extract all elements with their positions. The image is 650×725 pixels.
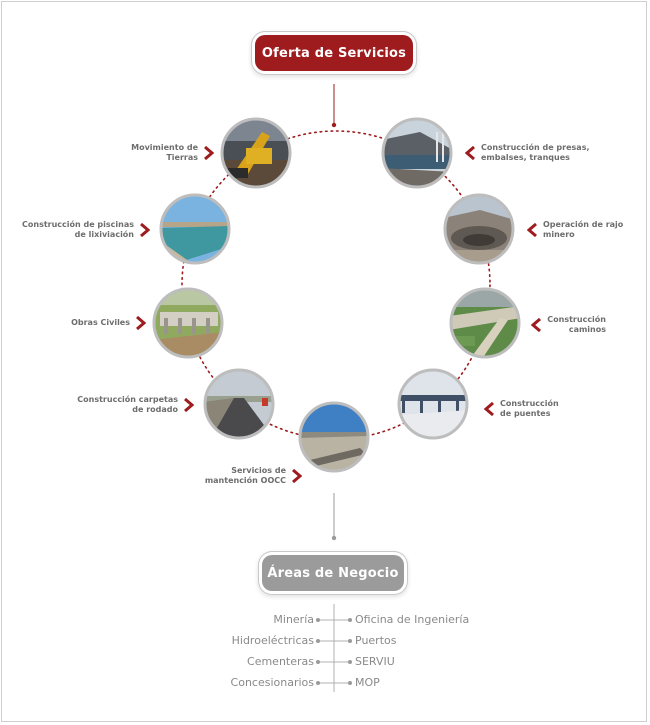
service-label-maintenance: Servicios de mantención OOCC xyxy=(204,466,286,485)
service-thumb-leach-pond xyxy=(159,193,231,265)
bullet-dot xyxy=(316,660,320,664)
services-title: Oferta de Servicios xyxy=(261,45,407,61)
bullet-dot xyxy=(316,681,320,685)
business-area-left: Hidroeléctricas xyxy=(231,634,314,647)
business-area-right: Oficina de Ingeniería xyxy=(355,613,470,626)
service-thumb-paved-road xyxy=(203,368,275,440)
service-label-open-pit: Operación de rajo minero xyxy=(543,220,624,239)
business-area-left: Concesionarios xyxy=(230,676,314,689)
service-thumb-civil-works xyxy=(152,287,224,359)
service-thumb-dam xyxy=(381,117,453,189)
business-connector-dot xyxy=(332,536,336,540)
business-area-right: Puertos xyxy=(355,634,397,647)
business-area-right: SERVIU xyxy=(355,655,395,668)
chevron-right-icon xyxy=(136,316,146,330)
service-thumb-excavator xyxy=(220,117,292,190)
service-label-earthworks: Movimiento de Tierras xyxy=(131,143,198,162)
service-label-civil-works: Obras Civiles xyxy=(71,318,130,327)
business-tree xyxy=(318,604,350,692)
business-area-right: MOP xyxy=(355,676,380,689)
service-thumb-maintenance xyxy=(298,401,370,473)
service-thumb-road-aerial xyxy=(449,287,521,359)
chevron-right-icon xyxy=(204,146,214,160)
bullet-dot xyxy=(348,660,352,664)
bullet-dot xyxy=(348,618,352,622)
bullet-dot xyxy=(348,639,352,643)
bullet-dot xyxy=(348,681,352,685)
service-label-leach-ponds: Construcción de piscinas de lixiviación xyxy=(22,220,134,239)
business-title-pill xyxy=(262,555,404,591)
chevron-left-icon xyxy=(527,223,537,237)
service-label-dams: Construcción de presas, embalses, tranques xyxy=(481,143,590,162)
service-thumb-open-pit xyxy=(443,193,515,265)
service-label-paving: Construcción carpetas de rodado xyxy=(77,395,178,414)
business-area-left: Minería xyxy=(273,613,314,626)
chevron-right-icon xyxy=(292,469,302,483)
chevron-right-icon xyxy=(184,398,194,412)
business-title: Áreas de Negocio xyxy=(267,565,399,581)
service-label-roads: Construcción caminos xyxy=(547,315,606,334)
chevron-left-icon xyxy=(465,146,475,160)
chevron-left-icon xyxy=(484,402,494,416)
chevron-right-icon xyxy=(140,223,150,237)
bullet-dot xyxy=(316,618,320,622)
business-area-left: Cementeras xyxy=(247,655,314,668)
header-connector-dot xyxy=(332,123,336,127)
services-title-pill xyxy=(255,35,413,71)
bullet-dot xyxy=(316,639,320,643)
service-label-bridges: Construcción de puentes xyxy=(500,399,559,418)
